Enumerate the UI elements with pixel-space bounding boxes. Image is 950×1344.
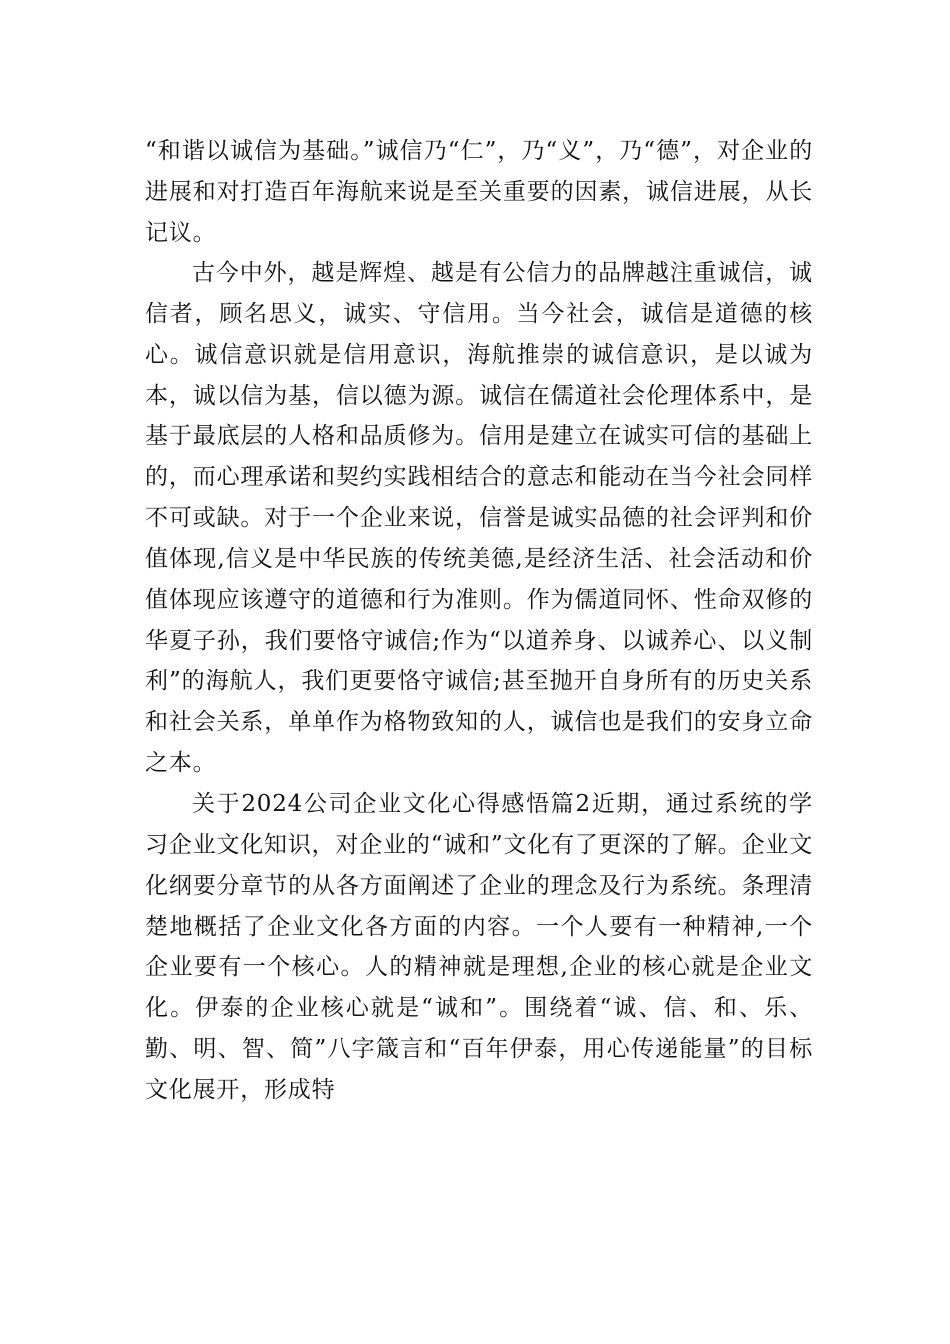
document-body [145, 131, 813, 1111]
paragraph-2: 古今中外，越是辉煌、越是有公信力的品牌越注重诚信，诚信者，顾名思义，诚实、守信用。当今社会，诚信是道德的核心。诚信意识就是信用意识，海航推崇的诚信意识，是以诚为本，诚以信为基，信以德为源。诚信在儒道社会伦理体系中，是基于最底层的人格和品质修为。信用是建立在诚实可信的基础上的，而心理承诺和契约实践相结合的意志和能动在当今社会同样不可或缺。对于一个企业来说，信誉是诚实品德的社会评判和价值体现,信义是中华民族的传统美德,是经济生活、社会活动和价值体现应该遵守的道德和行为准则。作为儒道同怀、性命双修的华夏子孙，我们要恪守诚信;作为“以道养身、以诚养心、以义制利”的海航人，我们更要恪守诚信;甚至抛开自身所有的历史关系和社会关系，单单作为格物致知的人，诚信也是我们的安身立命之本。 [145, 260, 813, 777]
paragraph-3: 关于2024公司企业文化心得感悟篇2近期，通过系统的学习企业文化知识，对企业的“诚和”文化有了更深的了解。企业文化纲要分章节的从各方面阐述了企业的理念及行为系统。条理清楚地概括了企业文化各方面的内容。一个人要有一种精神,一个企业要有一个核心。人的精神就是理想,企业的核心就是企业文化。伊泰的企业核心就是“诚和”。围绕着“诚、信、和、乐、勤、明、智、简”八字箴言和“百年伊泰，用心传递能量”的目标文化展开，形成特 [145, 790, 813, 1103]
paragraph-1: “和谐以诚信为基础。”诚信乃“仁”，乃“义”，乃“德”，对企业的进展和对打造百年海航来说是至关重要的因素，诚信进展，从长记议。 [145, 138, 813, 246]
